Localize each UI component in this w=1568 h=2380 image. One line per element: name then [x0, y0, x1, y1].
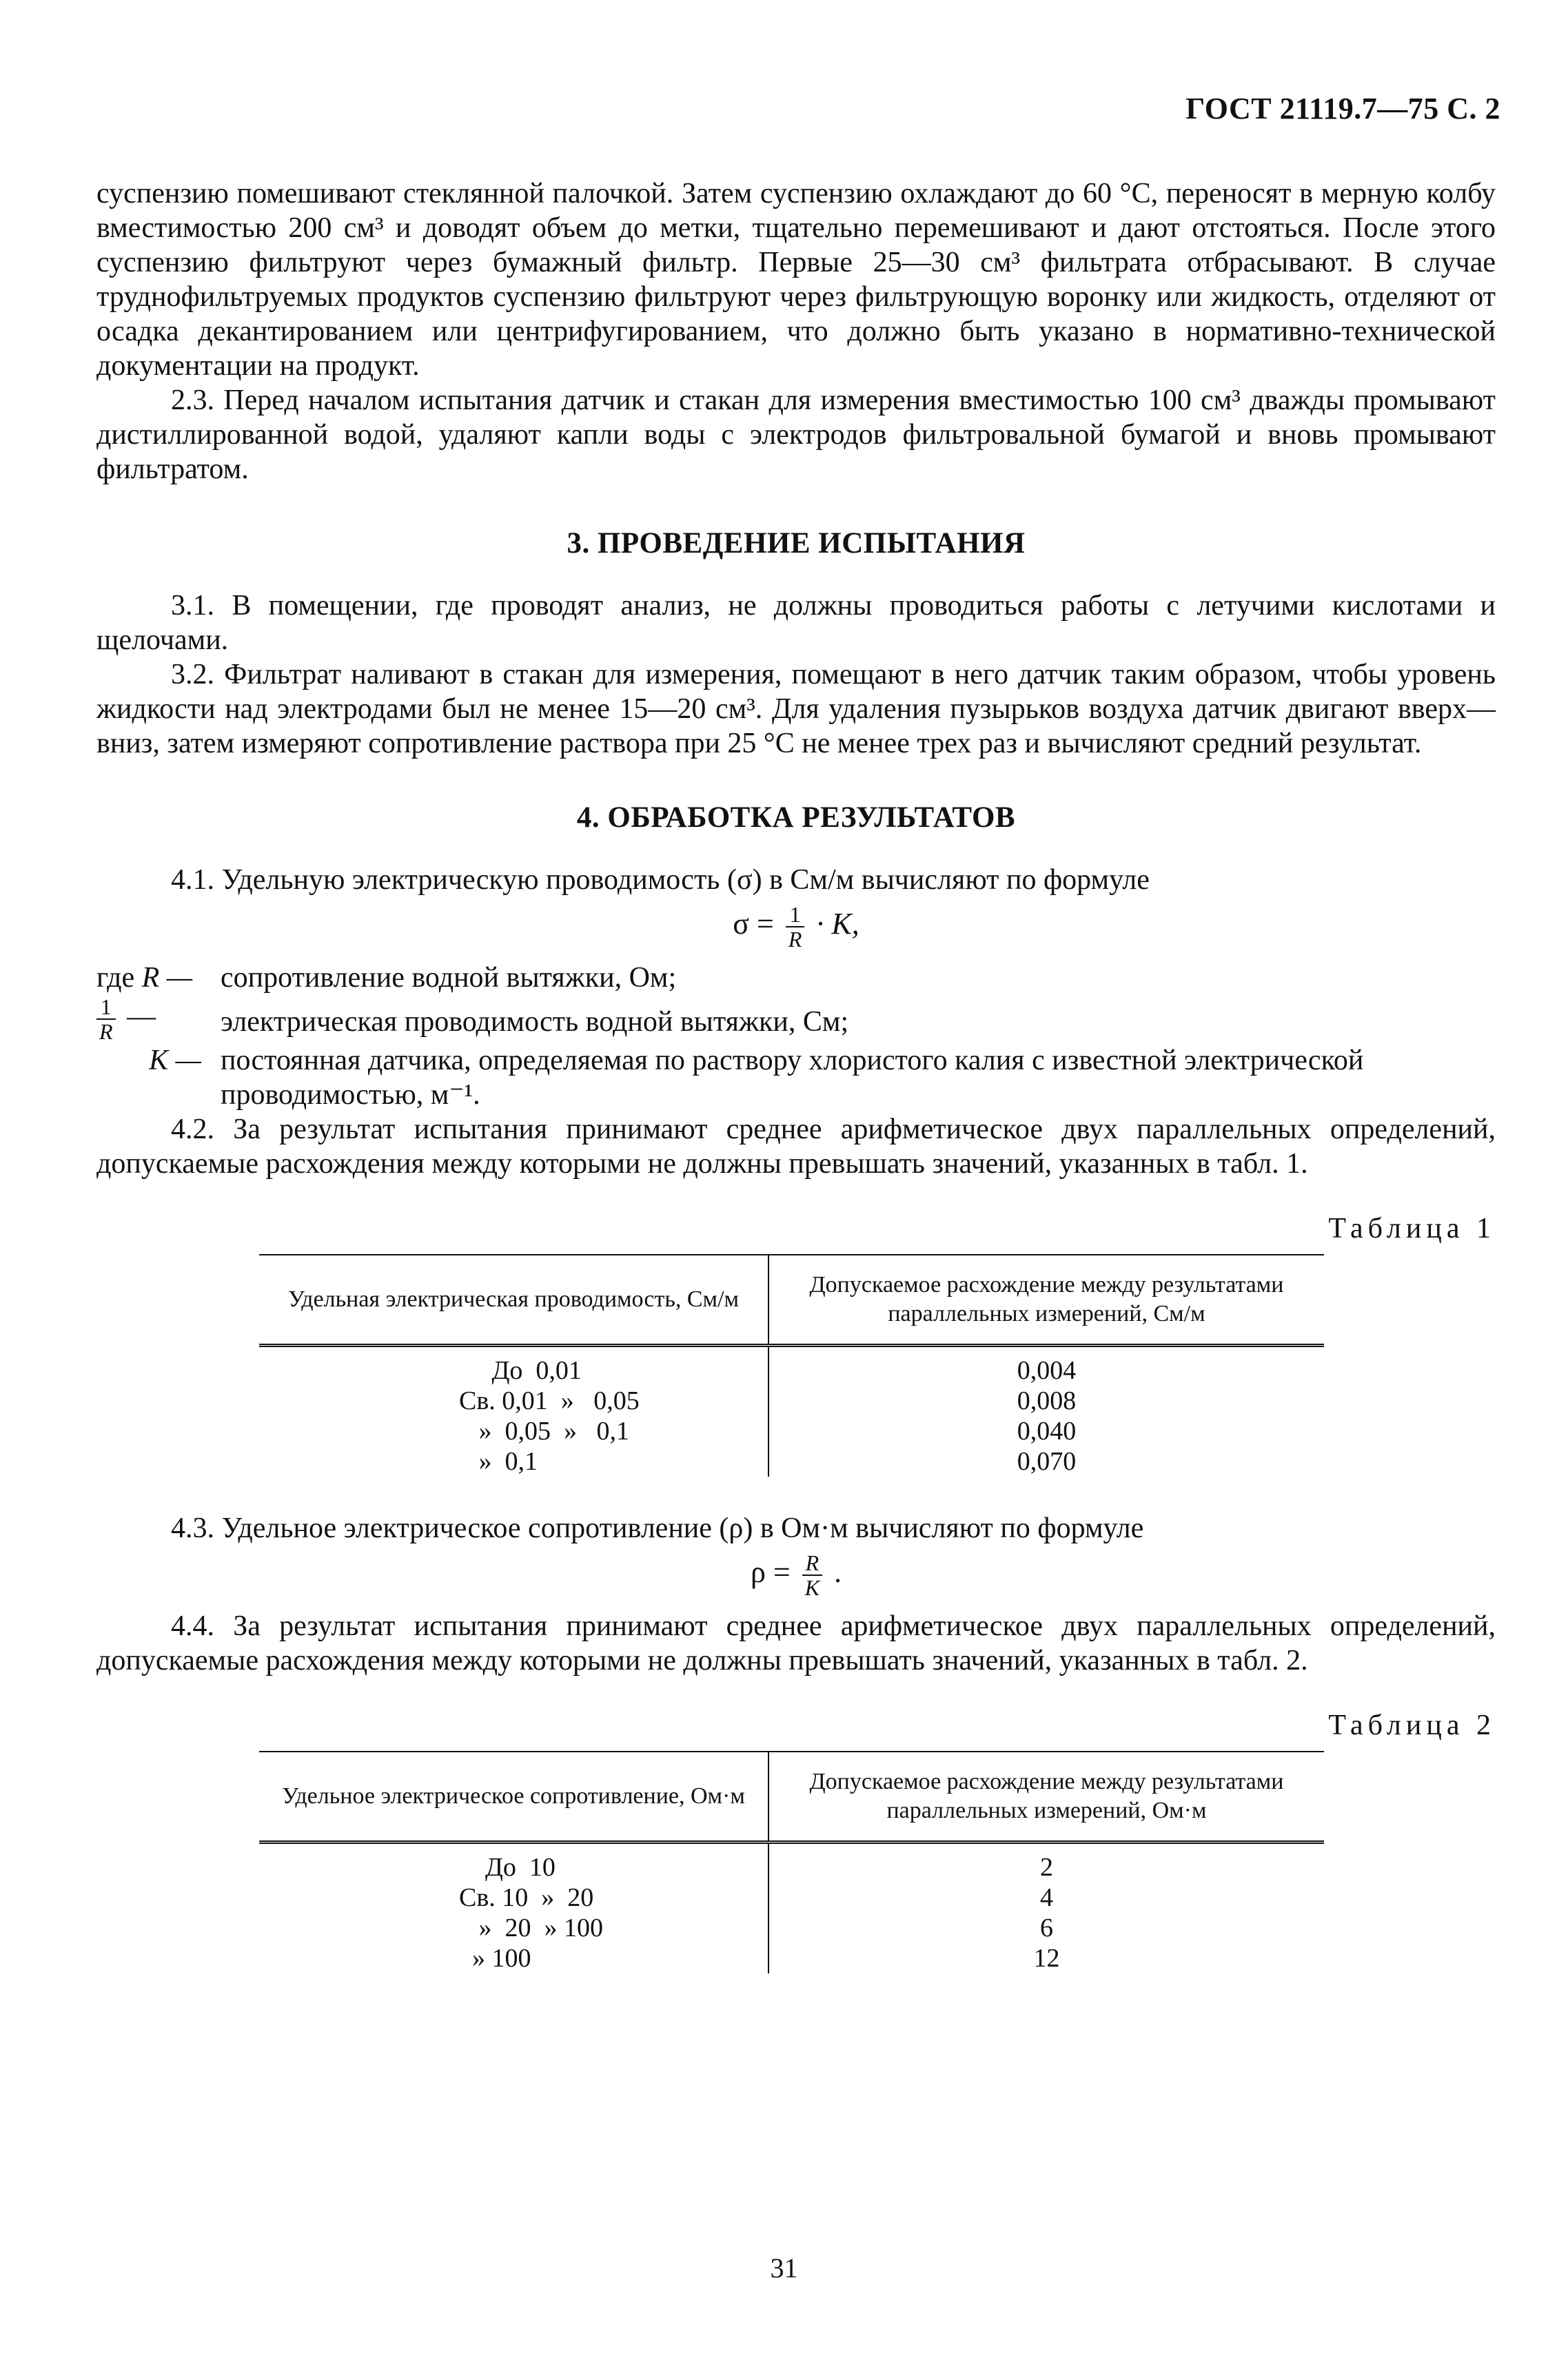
formula-rhs: .	[834, 1555, 842, 1590]
table-1-caption: Таблица 1	[1328, 1213, 1496, 1244]
paragraph-4-1: 4.1. Удельную электрическую проводимость (σ) в См/м вычисляют по формуле	[171, 864, 1150, 896]
table-row	[259, 1943, 1324, 1973]
conductivity-formula	[96, 903, 1496, 951]
page-number: 31	[770, 2253, 798, 2284]
definition-symbol: R —	[141, 962, 193, 994]
table-2-col-header: Удельное электрическое сопротивление, Ом·м	[259, 1752, 768, 1843]
table-cell-range: » 100	[259, 1943, 768, 1973]
table-cell-range: Св. 10 » 20	[259, 1883, 768, 1913]
paragraph-2-3: 2.3. Перед началом испытания датчик и стакан для измерения вместимостью 100 см³ дважды промывают дистиллированной водой, удаляют капли воды с электродов фильтровальной бумагой и вновь промывают фильтратом.	[96, 384, 1496, 485]
resistivity-formula	[96, 1551, 1496, 1599]
section-4-heading: 4. ОБРАБОТКА РЕЗУЛЬТАТОВ	[576, 801, 1016, 834]
table-cell-value: 12	[1033, 1944, 1060, 1973]
fraction-numerator: 1	[786, 903, 805, 927]
table-cell-range: » 20 » 100	[259, 1913, 768, 1943]
table-2-col-header: Допускаемое расхождение между результатами параллельных измерений, Ом·м	[768, 1752, 1324, 1843]
formula-fraction	[786, 903, 805, 951]
table-cell-value: 4	[1040, 1883, 1053, 1912]
fraction-numerator: 1	[96, 995, 116, 1020]
table-1	[259, 1254, 1324, 1477]
definition-fraction	[96, 995, 116, 1043]
definition-k	[96, 1043, 1496, 1112]
table-cell-value: 2	[1040, 1853, 1053, 1882]
table-row	[259, 1883, 1324, 1913]
formula-fraction	[802, 1551, 822, 1599]
formula-rhs: · K,	[816, 907, 859, 941]
document-header: ГОСТ 21119.7—75 С. 2	[1185, 92, 1500, 125]
where-label: где	[96, 962, 135, 994]
definition-text: постоянная датчика, определяемая по раствору хлористого калия с известной электрической проводимостью, м⁻¹.	[221, 1045, 1364, 1111]
paragraph-continuation: суспензию помешивают стеклянной палочкой. Затем суспензию охлаждают до 60 °С, переносят в мерную колбу вместимостью 200 см³ и доводят объем до метки, тщательно перемешивают и дают отстояться. После этого суспензию фильтруют через бумажный фильтр. Первые 25—30 см³ фильтрата отбрасывают. В случае труднофильтруемых продуктов суспензию фильтруют через фильтрующую воронку или жидкость, отделяют от осадка декантированием или центрифугированием, что должно быть указано в нормативно-технической документации на продукт.	[96, 178, 1496, 382]
definition-dash: —	[127, 1001, 156, 1033]
table-row	[259, 1843, 1324, 1883]
paragraph-4-2: 4.2. За результат испытания принимают среднее арифметическое двух параллельных определений, допускаемые расхождения между которыми не должны превышать значений, указанных в табл. 1.	[96, 1114, 1496, 1180]
definition-text: электрическая проводимость водной вытяжки, См;	[221, 1006, 849, 1038]
definition-r	[96, 961, 1496, 995]
table-cell-value: 6	[1040, 1914, 1053, 1942]
table-row	[259, 1446, 1324, 1477]
table-cell-value: 0,008	[1017, 1386, 1077, 1415]
fraction-denominator: K	[804, 1575, 820, 1600]
formula-lhs: ρ =	[750, 1555, 791, 1590]
table-cell-range: До 0,01	[259, 1346, 768, 1386]
table-cell-value: 0,004	[1017, 1356, 1077, 1385]
paragraph-4-4: 4.4. За результат испытания принимают среднее арифметическое двух параллельных определений, допускаемые расхождения между которыми не должны превышать значений, указанных в табл. 2.	[96, 1610, 1496, 1676]
table-cell-range: Св. 0,01 » 0,05	[259, 1386, 768, 1416]
table-1-col-header: Допускаемое расхождение между результатами параллельных измерений, См/м	[768, 1255, 1324, 1346]
paragraph-3-1: 3.1. В помещении, где проводят анализ, не должны проводиться работы с летучими кислотами и щелочами.	[96, 590, 1496, 656]
table-cell-value: 0,070	[1017, 1447, 1077, 1476]
definition-text: сопротивление водной вытяжки, Ом;	[221, 962, 677, 994]
section-3-heading: 3. ПРОВЕДЕНИЕ ИСПЫТАНИЯ	[567, 527, 1026, 560]
table-cell-range: » 0,1	[259, 1446, 768, 1477]
table-row	[259, 1346, 1324, 1386]
table-row	[259, 1913, 1324, 1943]
fraction-denominator: R	[99, 1019, 113, 1044]
table-2-caption: Таблица 2	[1328, 1710, 1496, 1741]
definition-inverse-r	[96, 995, 1496, 1043]
table-2	[259, 1751, 1324, 1973]
formula-definitions	[96, 961, 1496, 1112]
table-row	[259, 1416, 1324, 1446]
table-cell-range: До 10	[259, 1843, 768, 1883]
table-row	[259, 1386, 1324, 1416]
table-cell-range: » 0,05 » 0,1	[259, 1416, 768, 1446]
table-1-col-header: Удельная электрическая проводимость, См/м	[259, 1255, 768, 1346]
formula-lhs: σ =	[733, 907, 774, 941]
definition-symbol: K —	[149, 1045, 201, 1076]
paragraph-4-3: 4.3. Удельное электрическое сопротивление (ρ) в Ом·м вычисляют по формуле	[171, 1512, 1144, 1544]
fraction-numerator: R	[802, 1551, 822, 1576]
document-body	[96, 176, 1496, 1973]
table-cell-value: 0,040	[1017, 1417, 1077, 1446]
fraction-denominator: R	[788, 927, 802, 952]
paragraph-3-2: 3.2. Фильтрат наливают в стакан для измерения, помещают в него датчик таким образом, чтобы уровень жидкости над электродами был не менее 15—20 см³. Для удаления пузырьков воздуха датчик двигают вверх—вниз, затем измеряют сопротивление раствора при 25 °С не менее трех раз и вычисляют средний результат.	[96, 659, 1496, 759]
